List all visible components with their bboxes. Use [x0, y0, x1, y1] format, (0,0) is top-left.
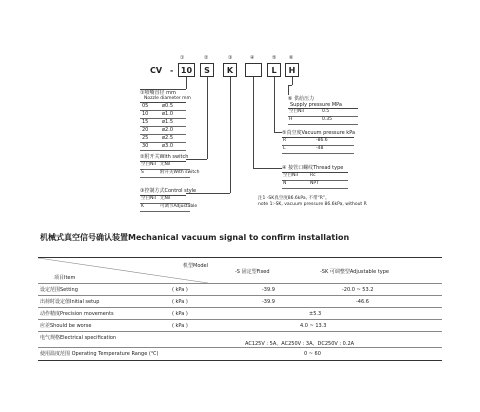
segment-thread	[245, 63, 262, 77]
thread-row: 空白Nil Rc	[282, 173, 348, 181]
nozzle-row: 25 ø2.5	[140, 135, 186, 143]
vacuum-title: ⑤真空度Vacuum pressure kPa	[282, 130, 356, 136]
control-row: 空白Nil 无Nil	[140, 196, 190, 204]
vacuum-row: R -86.6	[282, 138, 354, 146]
nozzle-row: 15 ø1.5	[140, 119, 186, 127]
thread-title: ④ 接管口螺纹Thread type	[282, 165, 344, 171]
section-title: 机械式真空信号确认装置Mechanical vacuum signal to confirm installation	[40, 233, 350, 242]
supply-row: 空白Nil 0.5	[288, 109, 358, 117]
supply-row: H 0.35	[288, 117, 358, 125]
nozzle-row: 10 ø1.0	[140, 111, 186, 119]
nozzle-rows	[140, 103, 186, 151]
switch-title: ②附开关With switch	[140, 154, 189, 160]
header-model: 机型Model	[183, 263, 209, 269]
nozzle-row: 30 ø3.0	[140, 143, 186, 151]
marker-5: ⑤	[272, 55, 277, 61]
header-item: 项目Item	[54, 275, 76, 281]
code-prefix: CV	[150, 66, 163, 75]
nozzle-title: ①喷嘴直径 mm	[140, 90, 176, 96]
marker-4: ④	[250, 55, 255, 61]
nozzle-subtitle: Nozzle diameter mm	[144, 96, 191, 101]
header-fixed: -S 固定型Fixed	[235, 269, 270, 275]
note-line-2: note 1:-SK, vacuum pressure 86.6kPa, without R	[258, 202, 367, 207]
marker-2: ②	[204, 55, 209, 61]
switch-row: 空白Nil 无Nil	[140, 162, 190, 170]
segment-nozzle: 10	[178, 63, 195, 77]
switch-row: S 附开关With switch	[140, 170, 190, 178]
supply-title: ⑥ 供给压力	[288, 96, 315, 102]
control-title: ③控制方式Control style	[140, 188, 197, 194]
note-line-1: 注1 -SK真空度86.6kPa, 不带“R”。	[258, 196, 330, 201]
thread-row: N NPT	[282, 181, 348, 189]
vacuum-row: L -48	[282, 146, 354, 154]
segment-supply: H	[285, 63, 299, 77]
code-dash: -	[170, 66, 174, 75]
supply-subtitle: Supply pressure MPa	[290, 102, 342, 108]
marker-3: ③	[228, 55, 233, 61]
marker-1: ①	[180, 55, 185, 61]
nozzle-row: 05 ø0.5	[140, 103, 186, 111]
header-adjustable: -SK 可调整型Adjustable type	[320, 269, 389, 275]
segment-vacuum: L	[267, 63, 281, 77]
nozzle-row: 20 ø2.0	[140, 127, 186, 135]
control-row: K 可调节Adjustable	[140, 204, 190, 212]
segment-control: K	[223, 63, 237, 77]
marker-6: ⑥	[289, 55, 294, 61]
segment-switch: S	[200, 63, 214, 77]
